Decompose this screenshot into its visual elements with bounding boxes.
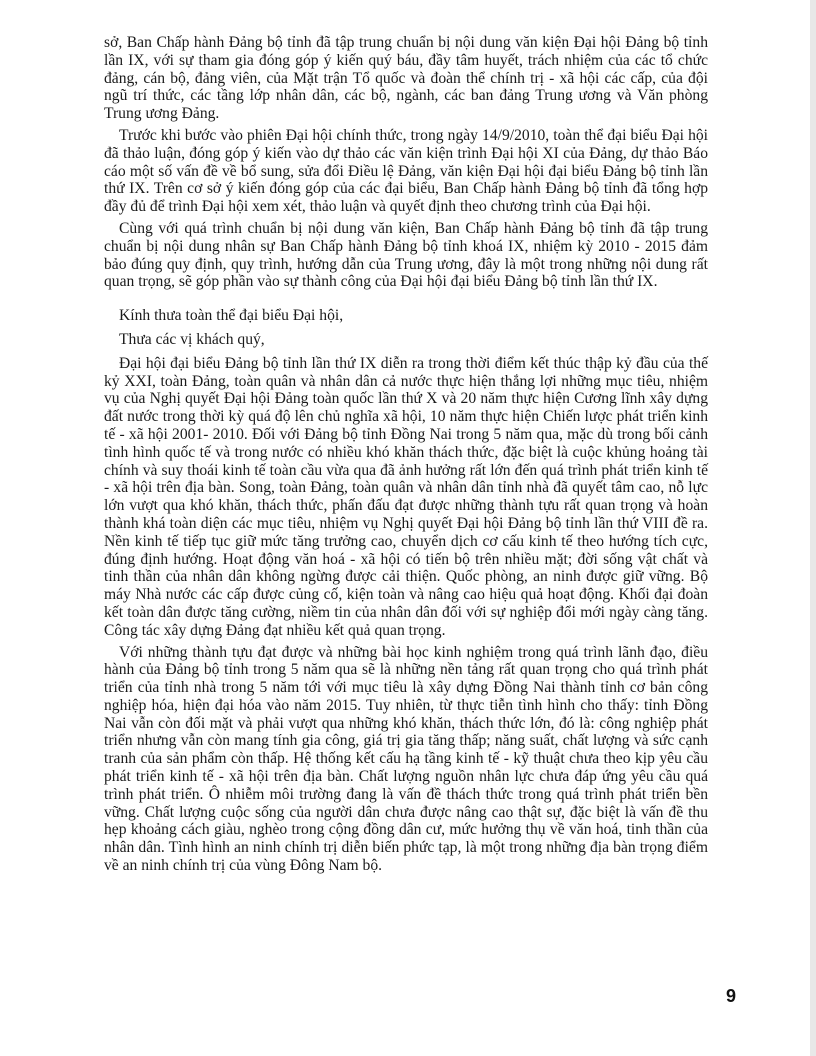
paragraph-achievements-challenges: Với những thành tựu đạt được và những bài học kinh nghiệm trong quá trình lãnh đạo, điều hành của Đảng bộ tỉnh trong 5 năm qua sẽ là những nền tảng rất quan trọng cho quá trình phát triển của tỉnh nhà trong 5 năm tới với mục tiêu là xây dựng Đồng Nai thành tỉnh cơ bản công nghiệp hóa, hiện đại hóa vào năm 2015. Tuy nhiên, từ thực tiễn tình hình cho thấy: tỉnh Đồng Nai vẫn còn đối mặt và phải vượt qua những khó khăn, thách thức lớn, đó là: công nghiệp phát triển nhưng vẫn còn mang tính gia công, giá trị gia tăng thấp; năng suất, chất lượng và sức cạnh tranh của sản phẩm còn thấp. Hệ thống kết cấu hạ tầng kinh tế - kỹ thuật chưa theo kịp yêu cầu phát triển kinh tế - xã hội trên địa bàn. Chất lượng nguồn nhân lực chưa đáp ứng yêu cầu quá trình phát triển. Ô nhiễm môi trường đang là vấn đề thách thức trong quá trình phát triển bền vững. Chất lượng cuộc sống của người dân chưa được nâng cao thật sự, đặc biệt là vấn đề thu hẹp khoảng cách giàu, nghèo trong cộng đồng dân cư, mức hưởng thụ về văn hoá, tinh thần của nhân dân. Tình hình an ninh chính trị diễn biến phức tạp, là một trong những địa bàn trọng điểm về an ninh chính trị của vùng Đông Nam bộ. <box>104 643 708 875</box>
paragraph-pre-congress-discussion: Trước khi bước vào phiên Đại hội chính thức, trong ngày 14/9/2010, toàn thể đại biểu Đại hội đã thảo luận, đóng góp ý kiến vào dự thảo các văn kiện trình Đại hội XI của Đảng, dự thảo Báo cáo một số vấn đề về bổ sung, sửa đổi Điều lệ Đảng, văn kiện Đại hội đại biểu Đảng bộ tỉnh lần thứ IX. Trên cơ sở ý kiến đóng góp của các đại biểu, Ban Chấp hành Đảng bộ tỉnh đã tổng hợp đầy đủ để trình Đại hội xem xét, thảo luận và quyết định theo chương trình của Đại hội. <box>104 126 708 216</box>
paragraph-continued: sở, Ban Chấp hành Đảng bộ tỉnh đã tập trung chuẩn bị nội dung văn kiện Đại hội Đảng bộ tỉnh lần IX, với sự tham gia đóng góp ý kiến quý báu, đầy tâm huyết, trách nhiệm của các tổ chức đảng, cán bộ, đảng viên, của Mặt trận Tổ quốc và đoàn thể chính trị - xã hội các cấp, của đội ngũ trí thức, các tầng lớp nhân dân, các bộ, ngành, các ban đảng Trung ương và Văn phòng Trung ương Đảng. <box>104 34 708 123</box>
body-text <box>104 34 708 879</box>
section-gap <box>104 295 708 307</box>
salutation-delegates: Kính thưa toàn thể đại biểu Đại hội, <box>119 307 344 325</box>
salutation-guests: Thưa các vị khách quý, <box>119 330 265 348</box>
paragraph-personnel-preparation: Cùng với quá trình chuẩn bị nội dung văn kiện, Ban Chấp hành Đảng bộ tỉnh đã tập trung chuẩn bị nội dung nhân sự Ban Chấp hành Đảng bộ tỉnh khoá IX, nhiệm kỳ 2010 - 2015 đảm bảo đúng quy định, quy trình, hướng dẫn của Trung ương, đây là một trong những nội dung rất quan trọng, sẽ góp phần vào sự thành công của Đại hội đại biểu Đảng bộ tỉnh lần thứ IX. <box>104 219 708 291</box>
paragraph-congress-context: Đại hội đại biểu Đảng bộ tỉnh lần thứ IX diễn ra trong thời điểm kết thúc thập kỷ đầu của thế kỷ XXI, toàn Đảng, toàn quân và nhân dân cả nước thực hiện thắng lợi những mục tiêu, nhiệm vụ của Nghị quyết Đại hội Đảng toàn quốc lần thứ X và 20 năm thực hiện Cương lĩnh xây dựng đất nước trong thời kỳ quá độ lên chủ nghĩa xã hội, 10 năm thực hiện Chiến lược phát triển kinh tế - xã hội 2001- 2010. Đối với Đảng bộ tỉnh Đồng Nai trong 5 năm qua, mặc dù trong bối cảnh tình hình quốc tế và trong nước có nhiều khó khăn thách thức, đặc biệt là cuộc khủng hoảng tài chính và suy thoái kinh tế toàn cầu vừa qua đã ảnh hưởng rất lớn đến quá trình phát triển kinh tế - xã hội trên địa bàn. Song, toàn Đảng, toàn quân và nhân dân tỉnh nhà đã quyết tâm cao, nỗ lực lớn vượt qua khó khăn, thách thức, phấn đấu đạt được những thành tựu rất quan trọng và hoàn thành khá toàn diện các mục tiêu, nhiệm vụ Nghị quyết Đại hội Đảng bộ tỉnh lần thứ VIII đề ra. Nền kinh tế tiếp tục giữ mức tăng trưởng cao, chuyển dịch cơ cấu kinh tế theo hướng tích cực, đúng định hướng. Hoạt động văn hoá - xã hội có tiến bộ trên nhiều mặt; đời sống vật chất và tinh thần của nhân dân không ngừng được cải thiện. Quốc phòng, an ninh được giữ vững. Bộ máy Nhà nước các cấp được củng cố, kiện toàn và nâng cao hiệu quả hoạt động. Khối đại đoàn kết toàn dân được tăng cường, niềm tin của nhân dân đối với sự nghiệp đổi mới ngày càng tăng. Công tác xây dựng Đảng đạt nhiều kết quả quan trọng. <box>104 354 708 639</box>
page-edge-shadow <box>810 0 816 1056</box>
page-number: 9 <box>726 986 737 1006</box>
